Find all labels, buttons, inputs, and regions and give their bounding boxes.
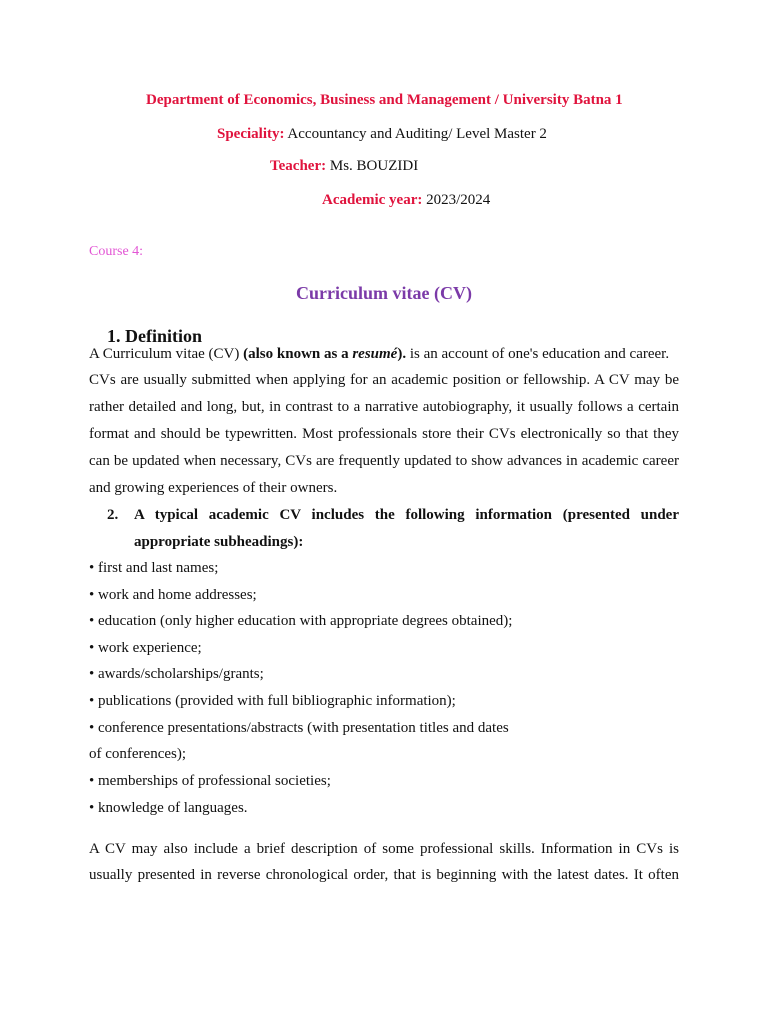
list-item: • work and home addresses; bbox=[89, 587, 257, 603]
definition-text-b: (also known as a bbox=[243, 346, 353, 362]
speciality-label: Speciality: bbox=[217, 126, 285, 142]
teacher-label: Teacher: bbox=[270, 158, 327, 174]
list-item: • publications (provided with full bibliographic information); bbox=[89, 693, 456, 709]
document-title: Curriculum vitae (CV) bbox=[296, 283, 472, 303]
academic-year-line bbox=[322, 192, 490, 209]
definition-line-5: can be updated when necessary, CVs are frequently updated to show advances in academic career bbox=[89, 453, 679, 469]
teacher-line bbox=[270, 158, 418, 175]
definition-text-d: ). bbox=[397, 346, 407, 362]
definition-text-resume: resumé bbox=[352, 346, 398, 362]
closing-line-2: usually presented in reverse chronological order, that is beginning with the latest dates. It often bbox=[89, 867, 679, 883]
section-1-heading: 1. Definition bbox=[107, 326, 203, 346]
academic-year-value: 2023/2024 bbox=[422, 192, 491, 208]
closing-line-1: A CV may also include a brief description of some professional skills. Information in CVs is bbox=[89, 841, 679, 857]
list-item: • first and last names; bbox=[89, 560, 219, 576]
definition-line-2: CVs are usually submitted when applying for an academic position or fellowship. A CV may be bbox=[89, 372, 679, 388]
speciality-value: Accountancy and Auditing/ Level Master 2 bbox=[284, 126, 547, 142]
definition-line-6: and growing experiences of their owners. bbox=[89, 480, 338, 496]
list-item: • awards/scholarships/grants; bbox=[89, 666, 264, 682]
definition-line-3: rather detailed and long, but, in contrast to a narrative autobiography, it usually follows a certain bbox=[89, 399, 679, 415]
definition-line-4: format and should be typewritten. Most professionals store their CVs electronically so that they bbox=[89, 426, 679, 442]
academic-year-label: Academic year: bbox=[322, 192, 423, 208]
list-item: • conference presentations/abstracts (with presentation titles and dates bbox=[89, 720, 509, 736]
list-item-continuation: of conferences); bbox=[89, 746, 187, 762]
definition-text-e: is an account of one's education and career. bbox=[406, 346, 670, 362]
list-item: • knowledge of languages. bbox=[89, 800, 248, 816]
section-2-number: 2. bbox=[107, 507, 119, 523]
definition-text-a: A Curriculum vitae (CV) bbox=[89, 346, 244, 362]
section-2-heading-line-1: A typical academic CV includes the following information (presented under bbox=[134, 507, 679, 523]
section-2-heading-line-2: appropriate subheadings): bbox=[134, 534, 304, 550]
speciality-line bbox=[217, 126, 547, 143]
teacher-value: Ms. BOUZIDI bbox=[326, 158, 419, 174]
list-item: • memberships of professional societies; bbox=[89, 773, 331, 789]
list-item: • work experience; bbox=[89, 640, 202, 656]
department-line: Department of Economics, Business and Management / University Batna 1 bbox=[146, 92, 623, 108]
definition-line-1 bbox=[89, 346, 669, 363]
course-label: Course 4: bbox=[89, 244, 144, 259]
list-item: • education (only higher education with appropriate degrees obtained); bbox=[89, 613, 513, 629]
